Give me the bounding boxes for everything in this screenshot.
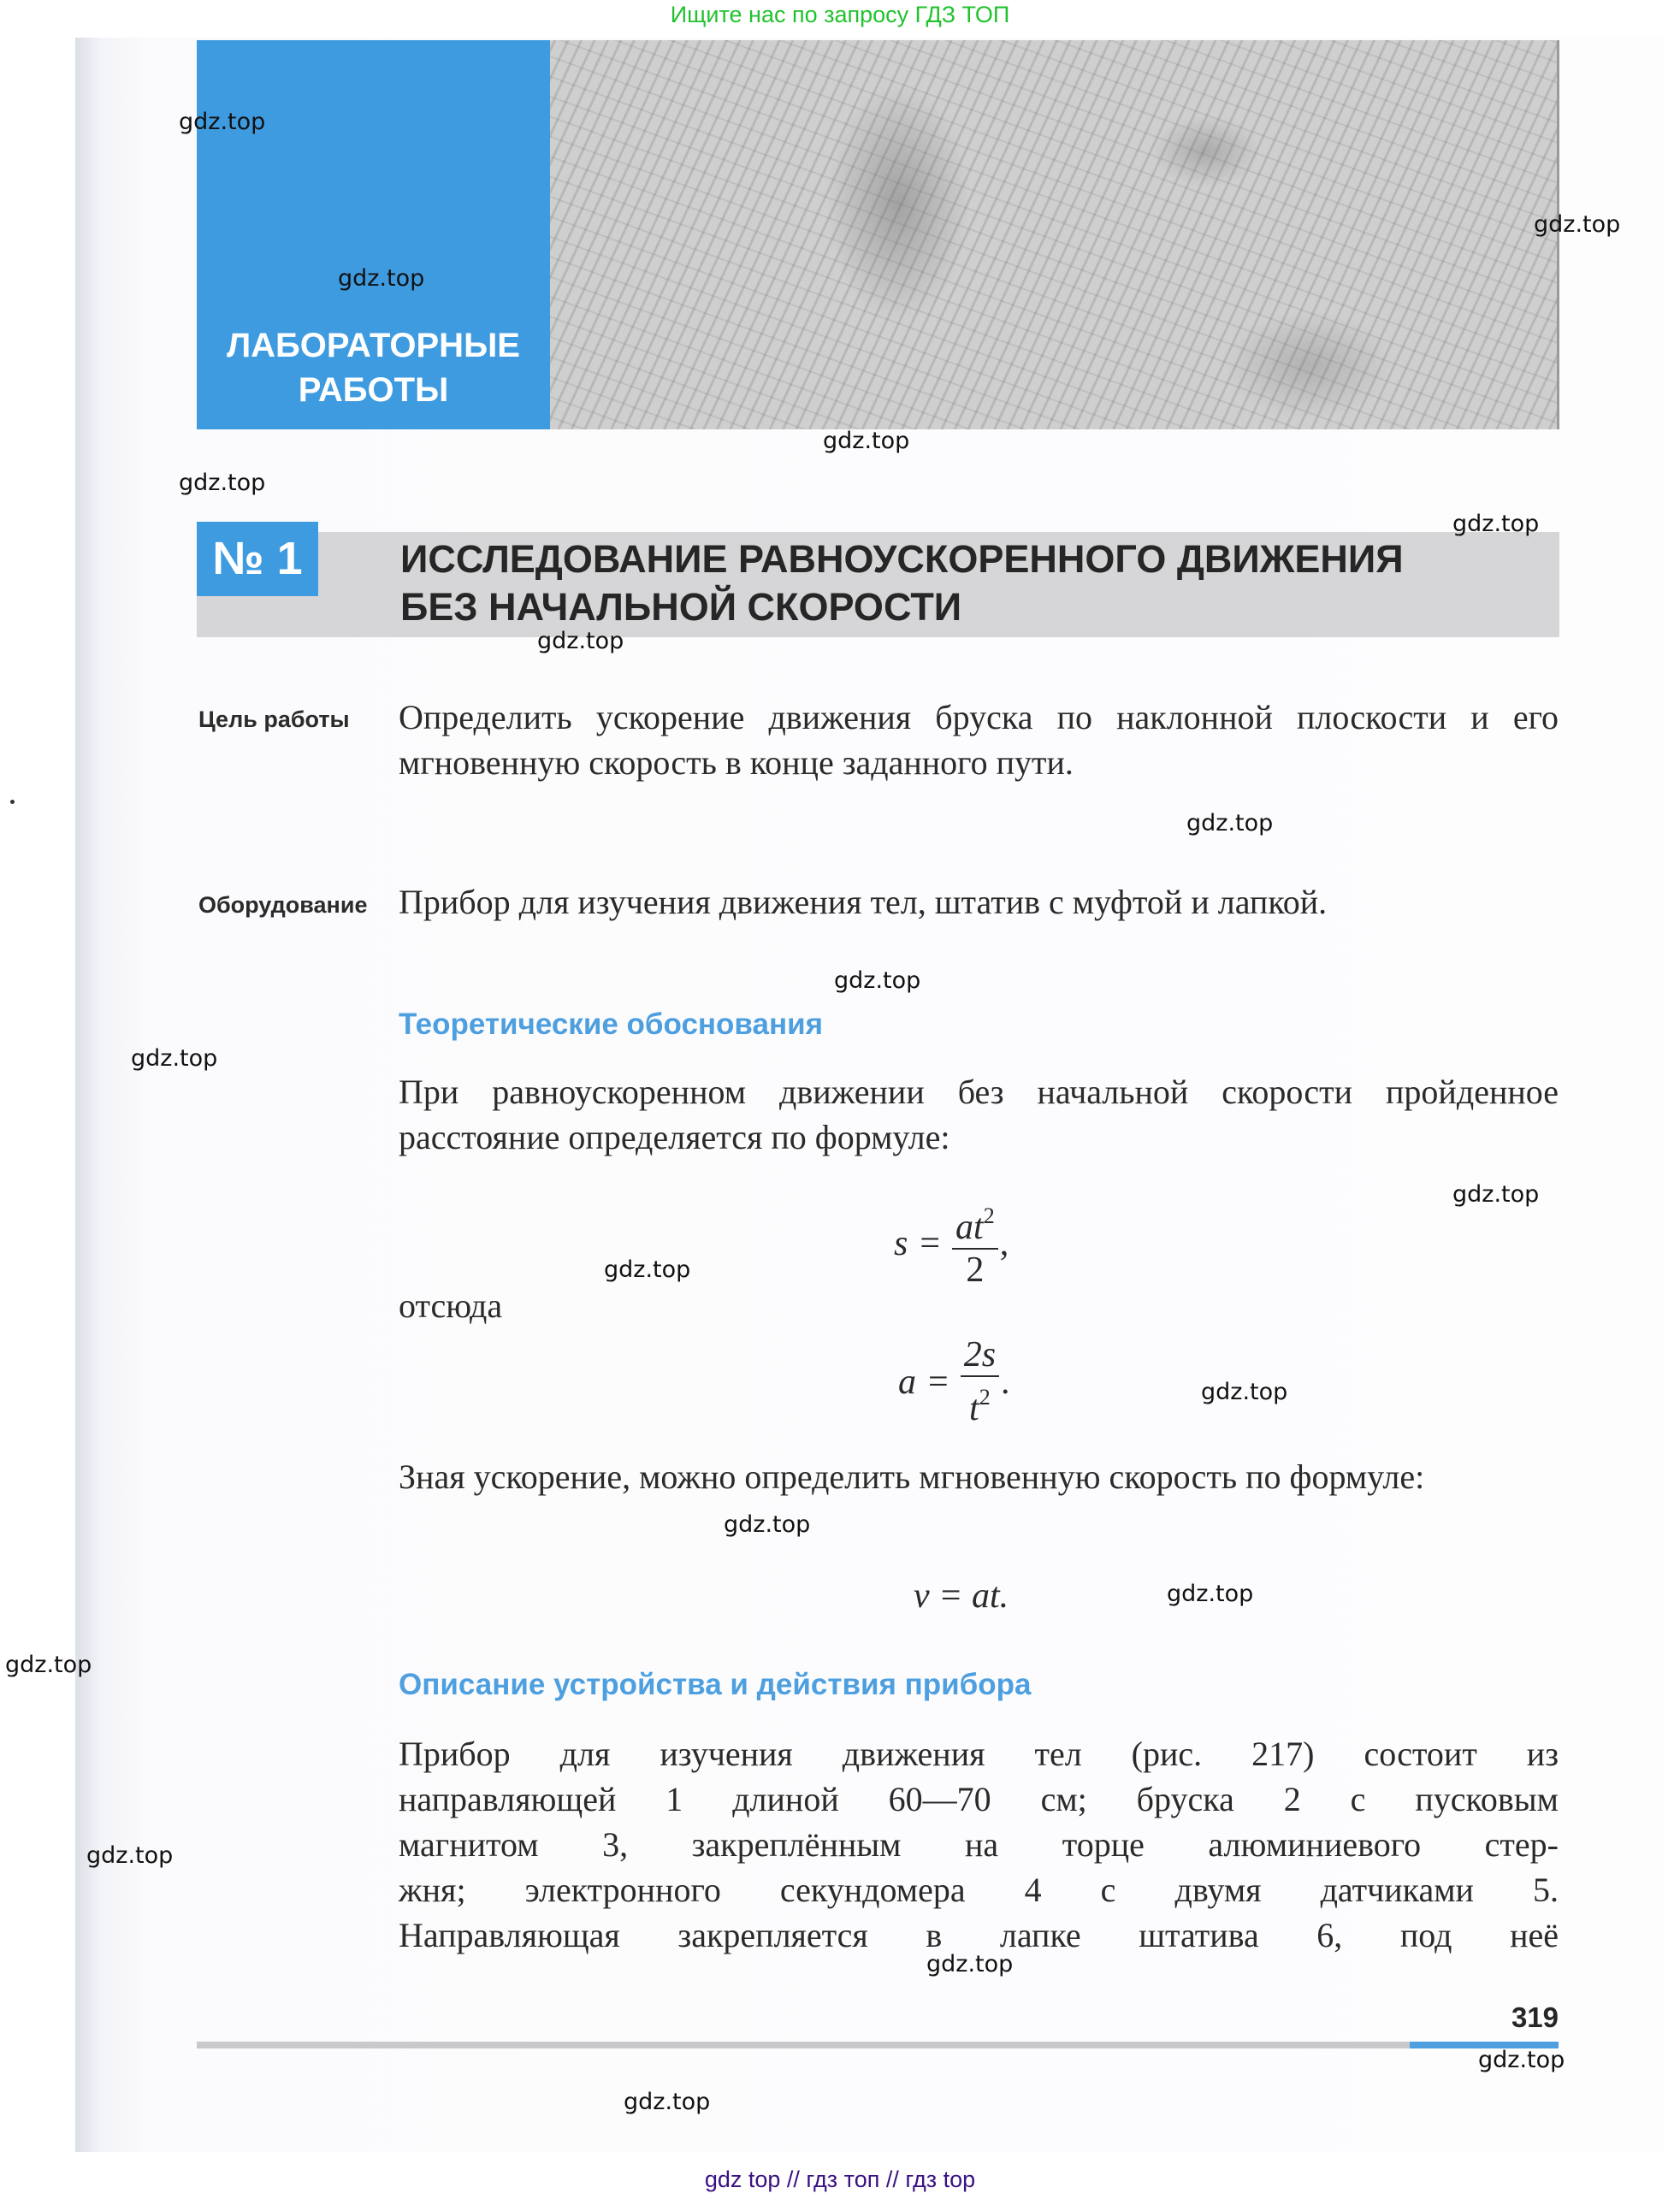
gdz-watermark: gdz.top (338, 265, 425, 292)
lab-title-line1: ИССЛЕДОВАНИЕ РАВНОУСКОРЕННОГО ДВИЖЕНИЯ (400, 537, 1404, 581)
lab-title (400, 535, 1538, 631)
equipment-text: Прибор для изучения движения тел, штатив с муфтой и лапкой. (399, 883, 1328, 921)
formula-acceleration (898, 1334, 1010, 1429)
formula-distance (894, 1196, 1009, 1291)
formula-acceleration-power: 2 (979, 1385, 991, 1410)
formula-velocity-text: v = at. (914, 1576, 1009, 1616)
lab-number-badge: № 1 (197, 522, 318, 596)
device-line-2: направляющей 1 длиной 60—70 см; бруска 2 с пусковым (399, 1780, 1559, 1818)
connector-text: отсюда (399, 1286, 503, 1325)
theory-intro: При равноускоренном движении без начальной скорости пройденное расстояние определяется по формуле: (399, 1073, 1559, 1156)
banner-title-line2: РАБОТЫ (298, 371, 449, 409)
gdz-watermark: gdz.top (724, 1511, 811, 1538)
formula-distance-power: 2 (983, 1203, 995, 1228)
goal-label: Цель работы (198, 706, 350, 732)
formula-distance-tail: , (999, 1223, 1009, 1263)
gdz-watermark: gdz.top (834, 967, 921, 994)
gdz-watermark: gdz.top (179, 109, 266, 135)
formula-acceleration-lhs: a (898, 1362, 916, 1402)
gdz-watermark: gdz.top (624, 2089, 711, 2115)
device-line-5: Направляющая закрепляется в лапке штатива 6, под неё (399, 1916, 1559, 1954)
formula-acceleration-numerator: 2s (963, 1335, 997, 1374)
equipment-label: Оборудование (198, 892, 368, 918)
gdz-watermark: gdz.top (1452, 1181, 1540, 1208)
gdz-watermark: gdz.top (1186, 810, 1274, 836)
gdz-watermark: gdz.top (86, 1842, 174, 1869)
top-watermark: Ищите нас по запросу ГДЗ ТОП (670, 2, 1010, 27)
goal-text: Определить ускорение движения бруска по наклонной плоскости и его мгновенную скорость в конце заданного пути. (399, 698, 1559, 782)
bottom-watermark: gdz top // гдз топ // гдз top (704, 2167, 976, 2192)
gdz-watermark: gdz.top (823, 428, 910, 454)
formula-acceleration-fraction (961, 1334, 999, 1429)
gdz-watermark: gdz.top (1201, 1379, 1288, 1405)
gdz-watermark: gdz.top (1167, 1581, 1254, 1607)
formula-distance-fraction (952, 1196, 998, 1291)
device-line-1: Прибор для изучения движения тел (рис. 217) состоит из (399, 1735, 1559, 1773)
theory-heading: Теоретические обоснования (399, 1008, 824, 1041)
formula-velocity (914, 1575, 1009, 1617)
gdz-watermark: gdz.top (537, 628, 624, 654)
formula-distance-lhs: s (894, 1223, 908, 1263)
banner-title-line1: ЛАБОРАТОРНЫЕ (227, 327, 520, 364)
formula-distance-denominator: 2 (966, 1250, 985, 1290)
formula-distance-eq: = (920, 1223, 941, 1263)
device-line-3: магнитом 3, закреплённым на торце алюминиевого стер- (399, 1825, 1559, 1864)
device-line-4: жня; электронного секундомера 4 с двумя датчиками 5. (399, 1871, 1559, 1909)
formula-acceleration-eq: = (928, 1362, 949, 1402)
device-heading: Описание устройства и действия прибора (399, 1668, 1032, 1701)
gdz-watermark: gdz.top (1478, 2047, 1565, 2073)
gdz-watermark: gdz.top (5, 1652, 92, 1678)
gdz-watermark: gdz.top (1534, 211, 1621, 238)
gdz-watermark: gdz.top (604, 1256, 691, 1283)
page-number: 319 (1511, 2001, 1559, 2033)
lab-title-line2: БЕЗ НАЧАЛЬНОЙ СКОРОСТИ (400, 585, 962, 629)
gdz-watermark: gdz.top (179, 470, 266, 496)
formula-acceleration-denominator: t (969, 1389, 979, 1428)
device-text (399, 1731, 1559, 1958)
scan-speck (10, 800, 15, 804)
velocity-intro: Зная ускорение, можно определить мгновенную скорость по формуле: (399, 1457, 1425, 1496)
gdz-watermark: gdz.top (131, 1045, 218, 1072)
formula-distance-numerator: at (955, 1208, 984, 1247)
gdz-watermark: gdz.top (1452, 511, 1540, 537)
formula-acceleration-tail: . (1001, 1362, 1010, 1402)
gdz-watermark: gdz.top (926, 1951, 1014, 1977)
footer-rule (197, 2042, 1410, 2048)
